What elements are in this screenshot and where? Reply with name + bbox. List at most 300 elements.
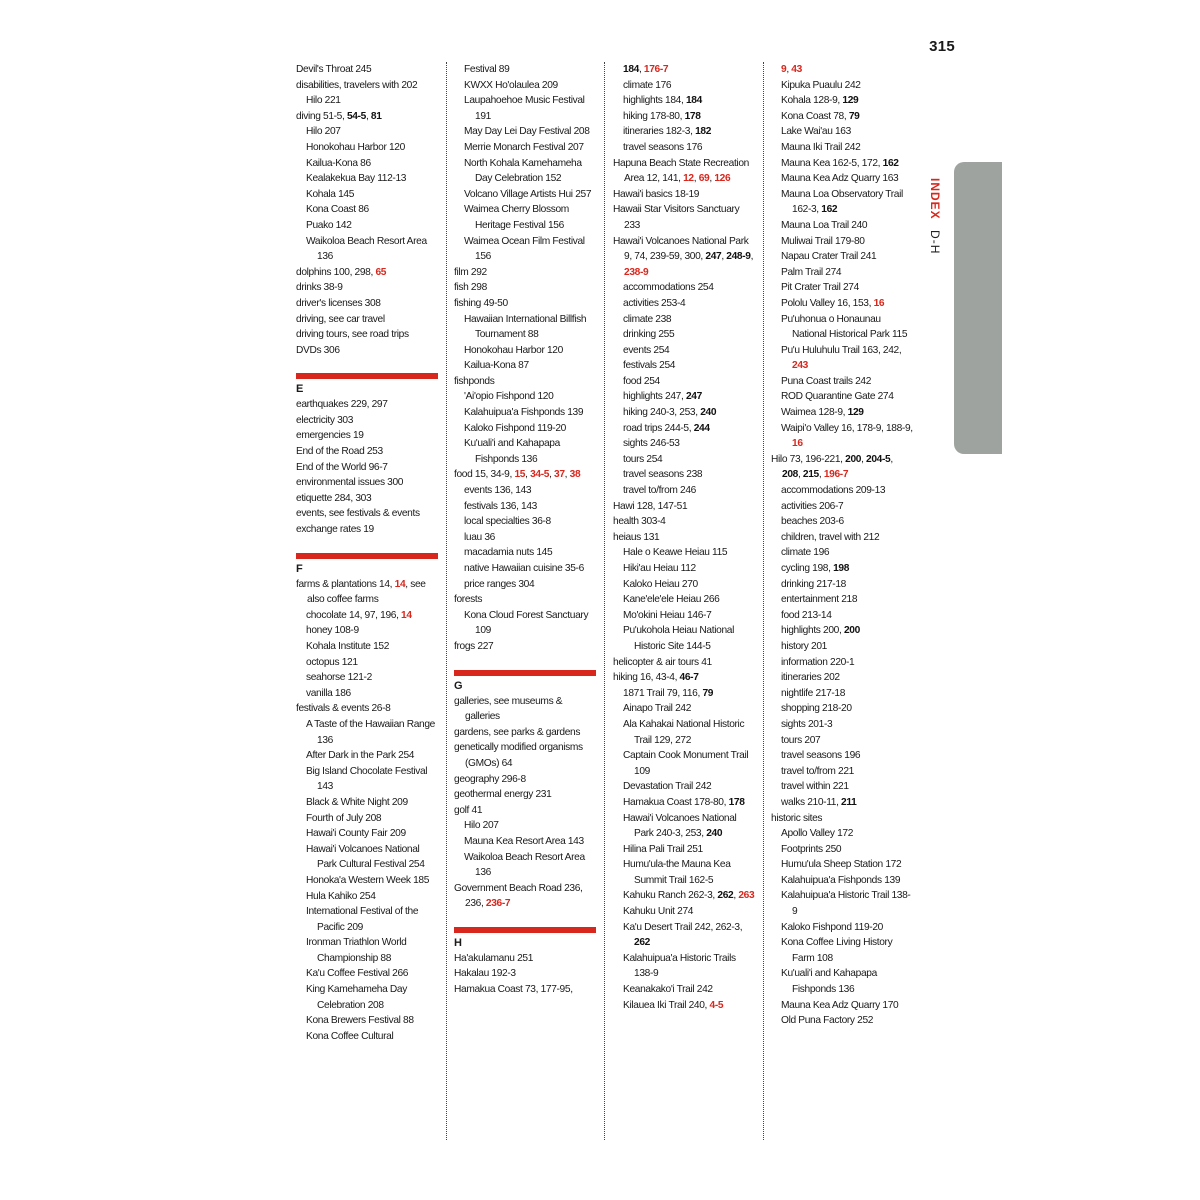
index-subentry [613,483,755,499]
index-subentry [613,343,755,359]
entry-text: Kaloko Fishpond 119-20 [464,422,566,434]
index-subentry [613,904,755,920]
entry-text: Hale o Keawe Heiau 115 [623,547,728,559]
section-thumb-label [928,178,942,254]
index-subentry [454,514,596,530]
entry-text: Waikoloa Beach Resort Area 136 [306,235,427,263]
entry-text: Volcano Village Artists Hui 257 [464,188,592,200]
entry-text: Government Beach Road 236, 236, [454,882,583,910]
index-subentry [454,343,596,359]
highlight-page-reference: 215 [802,469,819,481]
index-entry [296,62,438,78]
entry-text: Kailua-Kona 86 [306,157,371,169]
entry-text: Honoka'a Western Week 185 [306,874,430,886]
index-subentry [454,545,596,561]
entry-text: Hawaii Star Visitors Sanctuary 233 [613,204,740,231]
index-subentry [771,389,913,405]
entry-text: DVDs 306 [296,344,340,356]
entry-text: dolphins 100, 298, [296,266,376,278]
entry-text: Kealakekua Bay 112-13 [306,173,407,185]
entry-text: Kohala Institute 152 [306,641,390,652]
index-subentry [296,795,438,811]
entry-text: Lake Wai'au 163 [781,126,851,138]
index-subentry [454,234,596,265]
entry-text: , [733,890,739,902]
entry-text: events, see festivals & events [296,508,420,520]
map-page-reference: 15 [514,469,526,481]
index-subentry [296,826,438,842]
index-subentry [296,717,438,748]
index-subentry [771,826,913,842]
index-subentry [771,109,913,125]
entry-text: , [786,64,792,75]
section-thumb-range-label: D-H [928,230,942,255]
index-subentry [613,748,755,779]
entry-text: Pu'u Huluhulu Trail 163, 242, [781,344,902,356]
index-subentry [771,748,913,764]
entry-text: Waikoloa Beach Resort Area 136 [464,851,585,879]
entry-text: etiquette 284, 303 [296,492,372,504]
entry-text: climate 238 [623,313,672,325]
highlight-page-reference: 129 [847,407,864,419]
index-subentry [454,358,596,374]
index-subentry [771,499,913,515]
index-entry [296,491,438,507]
entry-text: Ku'uali'i and Kahapapa Fishponds 136 [464,438,560,465]
entry-text: Kahuku Unit 274 [623,906,694,918]
index-subentry [296,218,438,234]
section-thumb-tab [954,162,1002,454]
index-subentry [296,655,438,671]
index-subentry [454,483,596,499]
entry-text: Fourth of July 208 [306,812,382,824]
entry-text: King Kamehameha Day Celebration 208 [306,984,407,1011]
entry-text: Hilo 207 [306,126,341,138]
entry-text: sights 246-53 [623,438,680,450]
index-entry [613,670,755,686]
entry-text: Waimea 128-9, [781,407,848,419]
entry-text: ROD Quarantine Gate 274 [781,391,894,403]
index-entry [296,78,438,94]
index-subentry [613,467,755,483]
letter-heading: G [454,679,463,692]
entry-text: Ku'uali'i and Kahapapa Fishponds 136 [781,968,877,996]
index-subentry [296,935,438,966]
entry-text: Kona Coast 86 [306,204,369,216]
index-entry [454,772,596,788]
index-subentry [296,904,438,935]
entry-text: walks 210-11, [781,796,842,808]
entry-text: luau 36 [464,531,495,543]
index-subentry [771,421,913,452]
entry-text: festivals 136, 143 [464,500,537,512]
entry-text: Hawai'i County Fair 209 [306,828,406,840]
entry-text: fish 298 [454,282,487,294]
index-subentry [771,124,913,140]
entry-text: Mo'okini Heiau 146-7 [623,609,712,621]
entry-text: Humu'ula-the Mauna Kea Summit Trail 162-5 [623,859,731,886]
map-page-reference: 43 [791,64,802,75]
index-subentry [296,93,438,109]
index-subentry [454,561,596,577]
entry-text: Honokohau Harbor 120 [306,141,405,153]
index-entry [296,280,438,296]
index-entry [613,530,755,546]
index-subentry [613,888,755,904]
letter-section-rule [296,553,438,559]
index-entry [454,951,596,967]
entry-text: travel seasons 196 [781,750,861,762]
entry-text: Kohala 128-9, [781,95,843,107]
map-page-reference: 16 [873,297,885,309]
entry-text: Devastation Trail 242 [623,781,712,793]
index-subentry [771,764,913,780]
index-subentry [771,655,913,671]
index-subentry [296,764,438,795]
entry-text: driving, see car travel [296,313,385,325]
entry-text: Footprints 250 [781,843,842,855]
entry-text: seahorse 121-2 [306,672,372,684]
index-entry [296,444,438,460]
entry-text: 'Ai'opio Fishpond 120 [464,391,554,403]
highlight-page-reference: 178 [684,110,701,122]
entry-text: Hawai'i Volcanoes National Park Cultural Festival 254 [306,843,425,871]
entry-text: travel seasons 176 [623,141,703,153]
index-subentry [454,389,596,405]
entry-text: Mauna Kea Adz Quarry 170 [781,999,899,1011]
highlight-page-reference: 200 [843,625,860,637]
entry-text: , [564,469,570,481]
entry-text: Kalahuipua'a Historic Trail 138-9 [781,890,911,918]
entry-text: activities 253-4 [623,297,686,309]
section-thumb-index-label: INDEX [928,178,942,220]
letter-section-rule [454,670,596,676]
entry-text: Waipi'o Valley 16, 178-9, 188-9, [781,422,913,434]
entry-text: End of the World 96-7 [296,461,388,473]
entry-text: price ranges 304 [464,578,535,590]
entry-text: hiking 240-3, 253, [623,407,701,419]
entry-text: , [797,469,803,481]
index-subentry [454,62,596,78]
map-page-reference: 65 [375,266,387,278]
entry-text: gardens, see parks & gardens [454,726,581,738]
entry-text: activities 206-7 [781,500,844,512]
index-subentry [771,78,913,94]
entry-text: food 254 [623,375,660,387]
index-subentry [296,124,438,140]
index-subentry [613,920,755,951]
entry-text: octopus 121 [306,656,358,668]
entry-text: Pu'ukohola Heiau National Historic Site 144-5 [623,625,734,652]
entry-text: highlights 200, [781,625,844,637]
entry-text: Hapuna Beach State Recreation Area 12, 141, [613,157,749,185]
index-subentry [613,545,755,561]
entry-text: Hawai'i Volcanoes National Park 240-3, 253, [623,812,737,840]
entry-text: accommodations 209-13 [781,485,886,497]
entry-text: exchange rates 19 [296,524,374,536]
index-entry [296,522,438,538]
entry-text: highlights 184, [623,95,686,107]
index-subentry [613,998,755,1014]
index-subentry [613,389,755,405]
entry-text: Mauna Kea Adz Quarry 163 [781,173,899,185]
index-subentry [771,296,913,312]
entry-text: events 136, 143 [464,485,532,497]
index-subentry [771,998,913,1014]
index-entry [454,881,596,912]
entry-text: Ha'akulamanu 251 [454,952,534,964]
index-subentry [296,187,438,203]
entry-text: tours 207 [781,734,821,746]
entry-text: food 213-14 [781,609,832,621]
column-divider [604,62,605,1140]
entry-text: food 15, 34-9, [454,469,515,481]
index-subentry [454,530,596,546]
entry-text: forests [454,594,483,606]
entry-text: driving tours, see road trips [296,329,409,341]
index-subentry [454,93,596,124]
map-page-reference: 196-7 [823,469,849,481]
index-subentry [771,888,913,919]
entry-text: shopping 218-20 [781,703,852,715]
index-subentry [613,62,755,78]
entry-text: tours 254 [623,453,663,465]
entry-text: helicopter & air tours 41 [613,656,712,668]
index-entry [296,475,438,491]
entry-text: accommodations 254 [623,282,714,294]
index-subentry [613,561,755,577]
index-subentry [454,140,596,156]
index-subentry [454,312,596,343]
entry-text: highlights 247, [623,391,686,403]
entry-text: Honokohau Harbor 120 [464,344,563,356]
entry-text: chocolate 14, 97, 196, [306,609,402,621]
entry-text: native Hawaiian cuisine 35-6 [464,563,584,574]
index-subentry [454,156,596,187]
entry-text: history 201 [781,640,827,652]
index-subentry [771,249,913,265]
entry-text: After Dark in the Park 254 [306,750,415,762]
index-subentry [296,639,438,655]
entry-text: earthquakes 229, 297 [296,399,388,411]
index-subentry [613,140,755,156]
index-subentry [613,452,755,468]
index-entry [771,452,913,483]
entry-text: electricity 303 [296,414,354,426]
index-subentry [613,592,755,608]
entry-text: sights 201-3 [781,718,833,730]
index-entry [454,740,596,771]
index-subentry [613,296,755,312]
index-subentry [771,265,913,281]
map-page-reference: 38 [569,469,581,481]
entry-text: , see also coffee farms [307,578,426,606]
column-divider [763,62,764,1140]
index-subentry [771,920,913,936]
entry-text: Apollo Valley 172 [781,828,854,840]
letter-section-rule [296,373,438,379]
highlight-page-reference: 178 [728,796,745,808]
highlight-page-reference: 247 [685,391,702,403]
entry-text: , [861,453,867,465]
index-subentry [613,280,755,296]
index-subentry [771,234,913,250]
index-subentry [613,608,755,624]
entry-text: Ka'u Coffee Festival 266 [306,968,409,980]
entry-text: travel seasons 238 [623,469,703,481]
highlight-page-reference: 200 [845,453,862,465]
entry-text: Puna Coast trails 242 [781,375,872,387]
index-subentry [771,187,913,218]
entry-text: Pit Crater Trail 274 [781,282,859,294]
index-subentry [771,795,913,811]
entry-text: information 220-1 [781,656,855,668]
index-entry [613,499,755,515]
index-subentry [771,733,913,749]
index-subentry [613,312,755,328]
entry-text: Hilina Pali Trail 251 [623,843,703,855]
entry-text: North Kohala Kamehameha Day Celebration 152 [464,157,582,185]
index-subentry [296,171,438,187]
index-entry [296,327,438,343]
entry-text: Mauna Loa Trail 240 [781,219,868,231]
entry-text: climate 176 [623,79,672,91]
map-page-reference: 12 [683,173,694,185]
entry-text: climate 196 [781,547,830,559]
index-entry [454,639,596,655]
index-column-2 [454,62,596,1142]
index-subentry [454,818,596,834]
index-subentry [454,834,596,850]
index-subentry [771,966,913,997]
column-divider [446,62,447,1140]
index-subentry [771,779,913,795]
index-entry [454,982,596,998]
index-entry [454,280,596,296]
entry-text: drinks 38-9 [296,282,343,294]
index-subentry [296,140,438,156]
letter-section-rule [454,927,596,933]
entry-text: Festival 89 [464,64,510,75]
index-subentry [613,701,755,717]
entry-text: Hiki'au Heiau 112 [623,563,696,574]
entry-text: Palm Trail 274 [781,266,842,278]
entry-text: entertainment 218 [781,594,858,606]
index-subentry [771,639,913,655]
entry-text: Merrie Monarch Festival 207 [464,141,584,153]
entry-text: , [818,469,824,481]
index-subentry [296,686,438,702]
index-entry [296,506,438,522]
entry-text: Hamakua Coast 73, 177-95, [454,984,573,996]
index-subentry [613,842,755,858]
entry-text: Kona Coffee Living History Farm 108 [781,937,893,964]
index-subentry [296,156,438,172]
highlight-page-reference: 46-7 [679,672,699,684]
entry-text: , [890,453,893,465]
highlight-page-reference: 247 [705,251,722,263]
highlight-page-reference: 204-5 [866,453,891,465]
index-subentry [613,623,755,654]
entry-text: galleries, see museums & galleries [454,695,563,723]
entry-text: disabilities, travelers with 202 [296,79,418,91]
index-entry [296,460,438,476]
entry-text: Captain Cook Monument Trail 109 [623,750,749,777]
letter-heading: E [296,383,303,396]
index-subentry [296,811,438,827]
entry-text: nightlife 217-18 [781,687,846,699]
entry-text: Ka'u Desert Trail 242, 262-3, [623,921,743,933]
entry-text: health 303-4 [613,516,666,528]
entry-text: children, travel with 212 [781,531,880,543]
highlight-page-reference: 262 [634,937,650,949]
index-entry [296,413,438,429]
entry-text: driver's licenses 308 [296,297,381,309]
entry-text: Black & White Night 209 [306,796,408,808]
index-subentry [771,670,913,686]
index-subentry [613,78,755,94]
index-entry [613,202,755,233]
index-subentry [296,966,438,982]
index-entry [771,811,913,827]
entry-text: Waimea Cherry Blossom Heritage Festival 156 [464,204,569,231]
entry-text: Kipuka Puaulu 242 [781,79,861,91]
index-entry [454,966,596,982]
map-page-reference: 243 [792,360,808,372]
entry-text: Mauna Iki Trail 242 [781,141,861,153]
entry-text: , [549,469,555,481]
index-subentry [771,623,913,639]
index-subentry [613,374,755,390]
entry-text: festivals 254 [623,360,676,372]
index-subentry [771,140,913,156]
highlight-page-reference: 79 [848,110,860,122]
index-entry [296,343,438,359]
index-subentry [771,405,913,421]
map-page-reference: 14 [401,609,412,621]
entry-text: International Festival of the Pacific 209 [306,906,419,933]
index-subentry [771,156,913,172]
index-entry [454,374,596,390]
index-entry [296,428,438,444]
index-subentry [454,78,596,94]
highlight-page-reference: 54-5 [346,110,366,122]
entry-text: Kalahuipua'a Historic Trails 138-9 [623,952,736,980]
index-subentry [454,850,596,881]
index-entry [613,187,755,203]
index-entry [454,694,596,725]
entry-text: , [525,469,531,481]
index-subentry [296,1029,438,1045]
map-page-reference: 37 [554,469,565,481]
entry-text: honey 108-9 [306,625,359,637]
entry-text: Kilauea Iki Trail 240, [623,999,710,1011]
entry-text: Kona Coast 78, [781,110,849,122]
index-subentry [771,701,913,717]
entry-text: itineraries 182-3, [623,126,696,138]
highlight-page-reference: 79 [702,687,714,699]
entry-text: hiking 178-80, [623,110,685,122]
entry-text: , [693,173,699,185]
entry-text: A Taste of the Hawaiian Range 136 [306,718,435,746]
highlight-page-reference: 240 [706,828,723,840]
index-subentry [296,670,438,686]
entry-text: Kona Brewers Festival 88 [306,1015,414,1027]
map-page-reference: 126 [714,173,731,185]
map-page-reference: 9 [781,64,787,75]
entry-text: Muliwai Trail 179-80 [781,235,865,247]
index-subentry [613,405,755,421]
